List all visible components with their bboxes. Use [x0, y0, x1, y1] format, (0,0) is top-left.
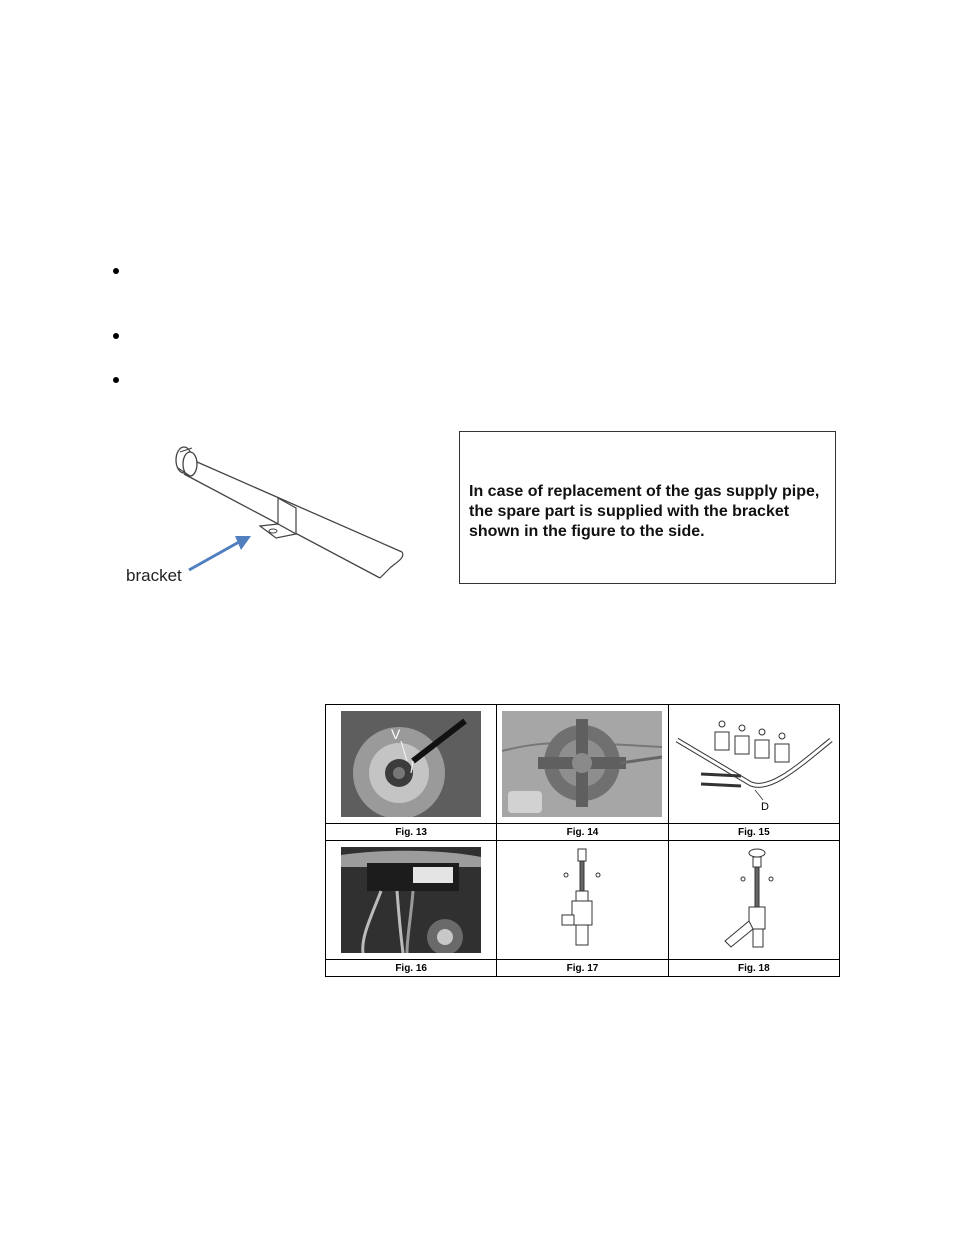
- bullet-marker-1: [113, 268, 119, 274]
- bullet-marker-2: [113, 333, 119, 339]
- note-box: [459, 431, 836, 584]
- figure-caption: Fig. 15: [668, 824, 839, 841]
- figure-cell: [497, 705, 668, 824]
- figure-cell: [668, 841, 839, 960]
- bullet-marker-3: [113, 377, 119, 383]
- figure-cell: [497, 841, 668, 960]
- thermocouple-valve-drawing: [709, 845, 799, 955]
- figure-cell: [668, 705, 839, 824]
- ignition-module-photo: [341, 847, 481, 953]
- arrow-icon: [185, 528, 255, 574]
- figure-caption: Fig. 13: [326, 824, 497, 841]
- figure-caption: Fig. 18: [668, 960, 839, 977]
- burner-base-photo: [502, 711, 662, 817]
- marker-d: D: [760, 801, 769, 813]
- valves-exploded-drawing: [671, 710, 837, 818]
- figure-caption: Fig. 14: [497, 824, 668, 841]
- valve-drawing: [542, 845, 622, 955]
- note-text: In case of replacement of the gas supply pipe, the spare part is supplied with the bracket shown in the figure to the side.: [469, 483, 820, 540]
- figures-table: [325, 704, 840, 977]
- bracket-label: bracket: [126, 566, 182, 585]
- burner-photo: [341, 711, 481, 817]
- figure-cell: [326, 705, 497, 824]
- marker-v: V: [391, 726, 401, 742]
- figure-caption: Fig. 16: [326, 960, 497, 977]
- figure-caption: Fig. 17: [497, 960, 668, 977]
- figure-cell: [326, 841, 497, 960]
